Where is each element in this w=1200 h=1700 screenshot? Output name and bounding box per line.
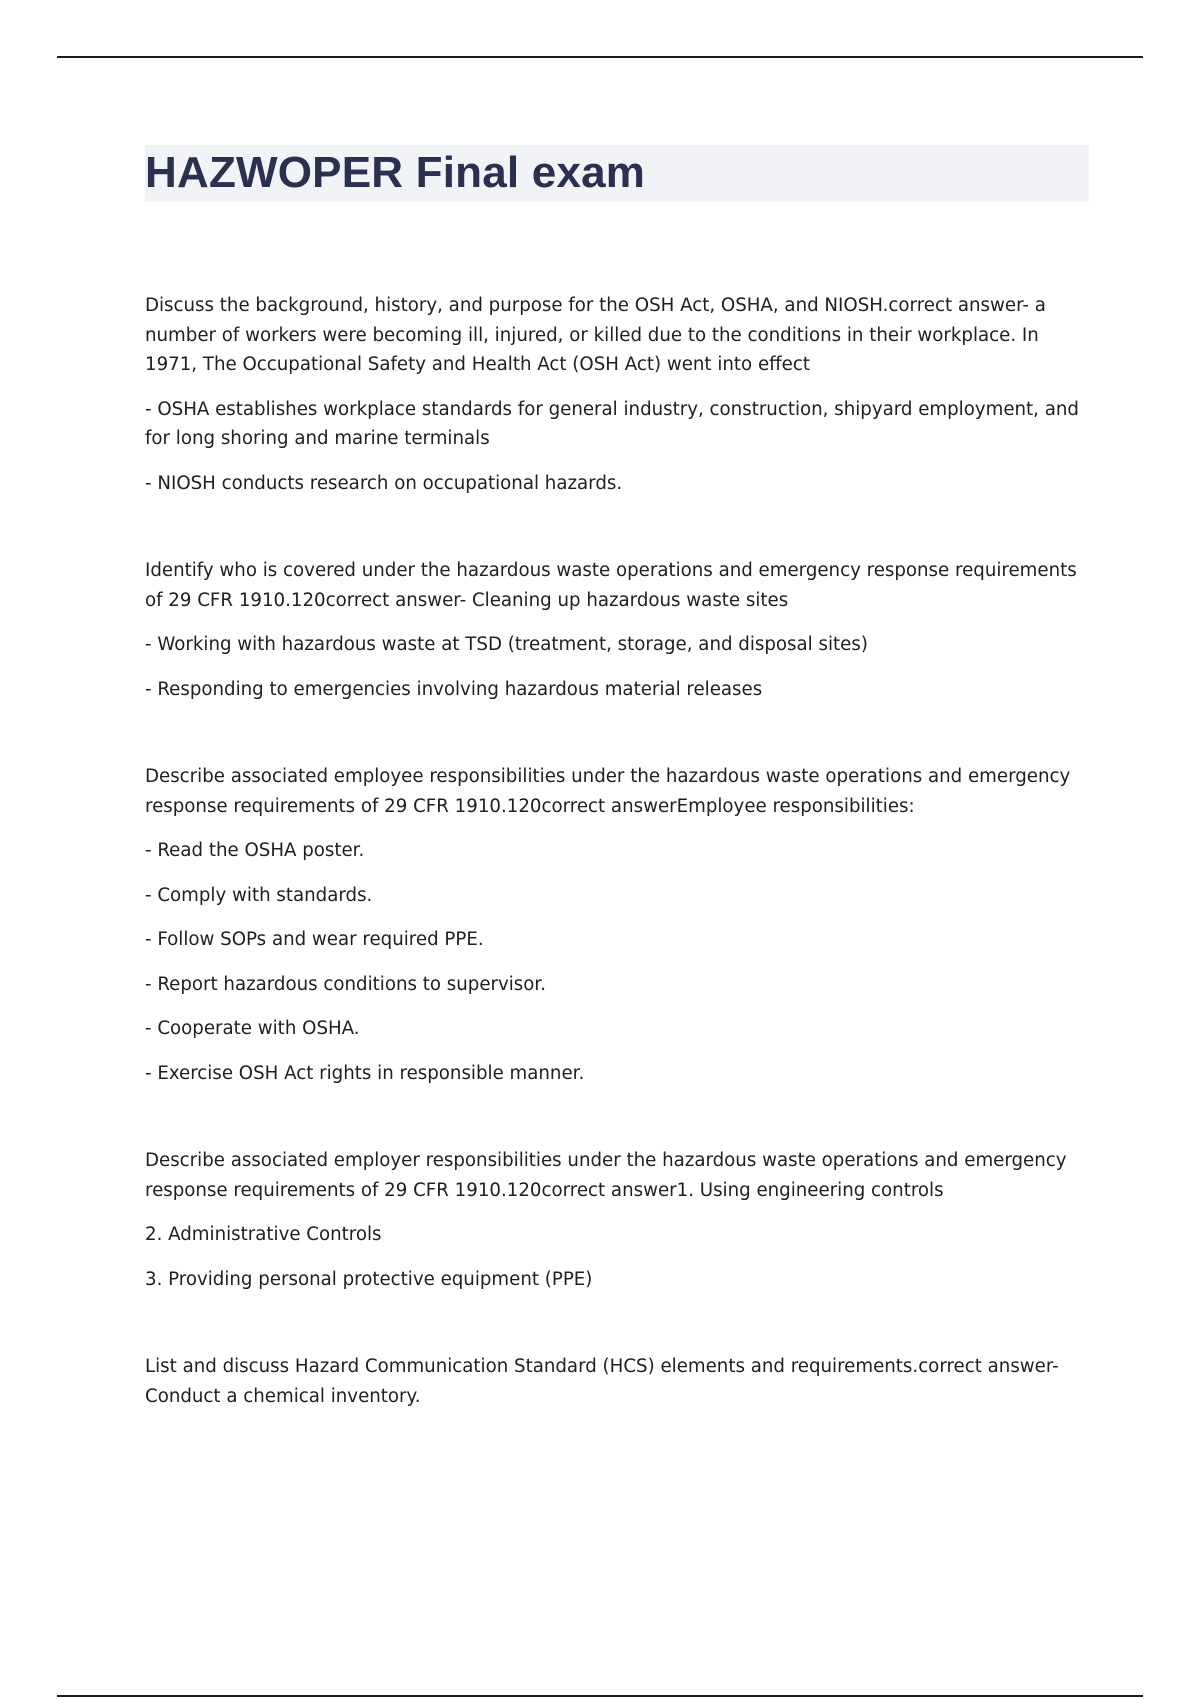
answer-text: correct answer1. Using engineering controls (541, 1179, 944, 1201)
answer-line: - Read the OSHA poster. (145, 840, 365, 861)
answer-line: - NIOSH conducts research on occupational hazards. (145, 472, 623, 494)
answer-text: correct answer- a number of workers were becoming ill, injured, or killed due to the conditions in their workplace. In 1971, The Occupational Safety and Health Act (OSH Act) went into effect (145, 295, 1046, 375)
qa-first-paragraph (145, 762, 1095, 821)
answer-line: - Follow SOPs and wear required PPE. (145, 929, 484, 950)
document-body (145, 291, 1095, 1469)
answer-line: 3. Providing personal protective equipment (PPE) (145, 1268, 593, 1290)
question-text: List and discuss Hazard Communication Standard (HCS) elements and requirements. (145, 1356, 919, 1377)
qa-first-paragraph (145, 1352, 1095, 1411)
qa-section (145, 1352, 1095, 1411)
answer-text: correct answer- Conduct a chemical inventory. (145, 1356, 1059, 1407)
answer-line: - Working with hazardous waste at TSD (treatment, storage, and disposal sites) (145, 634, 868, 655)
qa-section (145, 1146, 1095, 1294)
qa-section (145, 556, 1095, 704)
question-text: Discuss the background, history, and purpose for the OSH Act, OSHA, and NIOSH. (145, 295, 889, 316)
qa-first-paragraph (145, 556, 1095, 615)
page-title: HAZWOPER Final exam (145, 148, 646, 197)
bottom-divider (57, 1695, 1143, 1697)
qa-section (145, 762, 1095, 1088)
answer-line: 2. Administrative Controls (145, 1224, 382, 1245)
answer-line: - Exercise OSH Act rights in responsible manner. (145, 1062, 585, 1084)
qa-first-paragraph (145, 291, 1095, 380)
question-text: Identify who is covered under the hazardous waste operations and emergency response requirements of 29 CFR 1910.120 (145, 560, 1077, 611)
answer-line: - Responding to emergencies involving hazardous material releases (145, 678, 763, 700)
question-text: Describe associated employer responsibilities under the hazardous waste operations and emergency response requirements of 29 CFR 1910.120 (145, 1150, 1067, 1201)
qa-section (145, 291, 1095, 498)
answer-text: correct answerEmployee responsibilities: (541, 795, 915, 817)
qa-first-paragraph (145, 1146, 1095, 1205)
answer-line: - Cooperate with OSHA. (145, 1018, 360, 1039)
question-text: Describe associated employee responsibilities under the hazardous waste operations and emergency response requirements of 29 CFR 1910.120 (145, 766, 1071, 817)
answer-line: - Report hazardous conditions to supervisor. (145, 973, 547, 995)
answer-line: - Comply with standards. (145, 884, 373, 906)
top-divider (57, 56, 1143, 58)
answer-text: correct answer- Cleaning up hazardous waste sites (325, 589, 789, 611)
answer-line: - OSHA establishes workplace standards for general industry, construction, shipyard employment, and for long shoring and marine terminals (145, 398, 1079, 449)
